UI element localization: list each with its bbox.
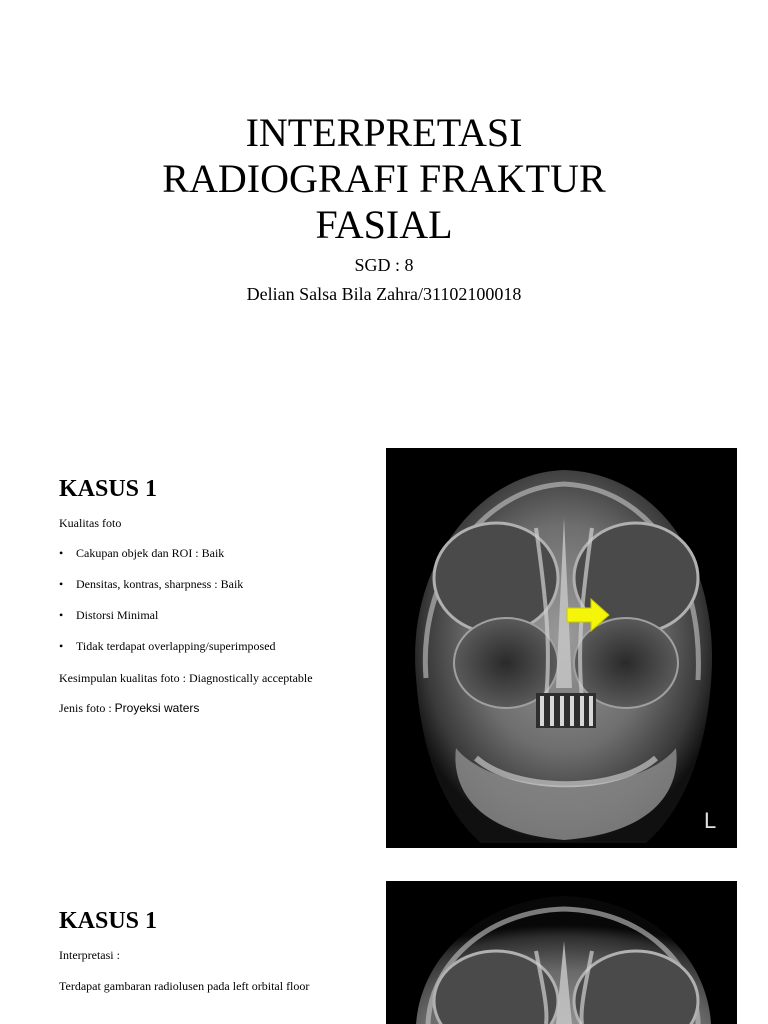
title-line-1: INTERPRETASI [245, 110, 523, 155]
bullet-text: Distorsi Minimal [76, 608, 159, 622]
title-line-2: RADIOGRAFI FRAKTUR [162, 156, 606, 201]
finding-text: Terdapat gambaran radiolusen pada left orbital floor [59, 979, 310, 993]
xray-image [386, 881, 737, 1024]
bullet-item [59, 639, 276, 654]
quality-label: Kualitas foto [59, 516, 122, 530]
slide-kasus-1-quality [0, 430, 768, 870]
bullet-dot-icon: • [59, 639, 64, 653]
interpretation-label: Interpretasi : [59, 948, 120, 962]
author-subtitle: Delian Salsa Bila Zahra/31102100018 [246, 284, 522, 304]
kasus-heading: KASUS 1 [59, 476, 158, 502]
xray-image [386, 448, 737, 848]
photo-type-line [59, 701, 199, 716]
xray-skull-waters-view-icon [386, 881, 737, 1024]
conclusion-text: Kesimpulan kualitas foto : Diagnostically acceptable [59, 671, 313, 685]
sgd-subtitle: SGD : 8 [354, 255, 414, 275]
main-title [0, 110, 768, 248]
bullet-item [59, 546, 224, 561]
title-slide [0, 0, 768, 420]
kasus-heading: KASUS 1 [59, 908, 158, 934]
bullet-dot-icon: • [59, 608, 64, 622]
bullet-dot-icon: • [59, 546, 64, 560]
photo-type-value: Proyeksi waters [114, 701, 200, 715]
photo-type-label: Jenis foto : [59, 701, 115, 715]
svg-text:L: L [704, 808, 717, 833]
bullet-text: Densitas, kontras, sharpness : Baik [76, 577, 244, 591]
bullet-dot-icon: • [59, 577, 64, 591]
title-line-3: FASIAL [315, 202, 453, 247]
bullet-text: Tidak terdapat overlapping/superimposed [76, 639, 276, 653]
xray-skull-waters-view-icon [386, 448, 737, 848]
bullet-text: Cakupan objek dan ROI : Baik [76, 546, 225, 560]
bullet-item [59, 608, 158, 623]
bullet-item [59, 577, 243, 592]
slide-kasus-1-interpretation [0, 862, 768, 1024]
